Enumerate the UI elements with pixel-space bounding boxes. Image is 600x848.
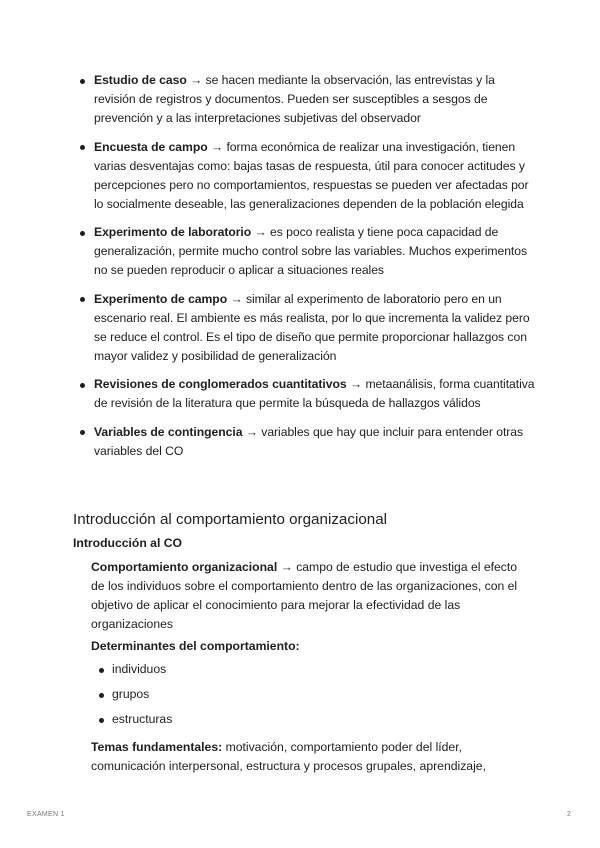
bullet-icon (99, 718, 104, 723)
determinants-list (98, 660, 172, 735)
method-description: variables que hay que incluir para entender otras variables del CO (94, 424, 524, 458)
method-description: se hacen mediante la observación, las entrevistas y la revisión de registros y documentos. Pueden ser susceptibles a sesgos de prevención y a las interpretaciones subjetivas del observador (94, 73, 495, 125)
list-item (78, 223, 538, 280)
section-title: Introducción al comportamiento organizacional (73, 511, 388, 528)
method-description: forma económica de realizar una investigación, tienen varias desventajas como: bajas tasas de respuesta, útil para conocer actitudes y percepciones pero no comportamientos, respuestas se pueden ver afectadas por lo socialmente deseable, las generalizaciones dependen de la población elegida (94, 139, 529, 211)
bullet-icon (80, 383, 85, 388)
list-item (98, 660, 172, 679)
method-description: metaanálisis, forma cuantitativa de revisión de la literatura que permite la búsqueda de hallazgos válidos (94, 377, 535, 410)
bullet-icon (80, 430, 85, 435)
research-methods-list (78, 71, 538, 470)
bullet-icon (99, 668, 104, 673)
definition-term: Comportamiento organizacional (91, 560, 278, 574)
determinants-title: Determinantes del comportamiento: (91, 639, 300, 653)
determinant-label: estructuras (112, 712, 173, 726)
arrow: → (230, 291, 243, 306)
footer-label: EXAMEN 1 (27, 811, 65, 818)
themes-text: motivación, comportamiento poder del líder, comunicación interpersonal, estructura y procesos grupales, aprendizaje, (91, 740, 486, 773)
list-item (78, 71, 538, 128)
themes-term: Temas fundamentales: (91, 740, 223, 754)
subsection-title: Introducción al CO (73, 536, 183, 550)
list-item (78, 375, 538, 413)
bullet-icon (80, 231, 85, 236)
method-term: Variables de contingencia (94, 424, 243, 439)
bullet-icon (80, 145, 85, 150)
method-description: similar al experimento de laboratorio pero en un escenario real. El ambiente es más realista, por lo que incrementa la validez pero se reduce el control. Es el tipo de diseño que permite proporcionar hallazgos con mayor validez y posibilidad de generalización (94, 291, 530, 363)
list-item (98, 710, 172, 729)
method-term: Estudio de caso (94, 73, 187, 87)
co-definition (91, 558, 531, 634)
determinant-label: grupos (112, 687, 150, 701)
fundamental-themes (91, 738, 531, 776)
method-term: Experimento de campo (94, 291, 228, 306)
method-term: Experimento de laboratorio (94, 225, 252, 239)
arrow: → (245, 424, 258, 439)
arrow: → (349, 377, 363, 391)
list-item (78, 423, 538, 461)
bullet-icon (99, 693, 104, 698)
arrow: → (210, 139, 224, 154)
method-term: Encuesta de campo (94, 139, 208, 154)
list-item (98, 685, 172, 704)
bullet-icon (80, 297, 85, 302)
list-item (78, 138, 538, 214)
arrow: → (190, 73, 203, 87)
list-item (78, 290, 538, 366)
arrow: → (280, 560, 293, 574)
bullet-icon (80, 79, 85, 84)
method-term: Revisiones de conglomerados cuantitativos (94, 377, 347, 391)
arrow: → (254, 225, 267, 239)
determinant-label: individuos (112, 662, 167, 676)
method-description: es poco realista y tiene poca capacidad de generalización, permite mucho control sobre las variables. Muchos experimentos no se pueden reproducir o aplicar a situaciones reales (94, 225, 528, 277)
page-number: 2 (567, 811, 572, 818)
definition-text: campo de estudio que investiga el efecto de los individuos sobre el comportamiento dentro de las organizaciones, con el objetivo de aplicar el conocimiento para mejorar la efectividad de las organizaciones (91, 560, 518, 631)
